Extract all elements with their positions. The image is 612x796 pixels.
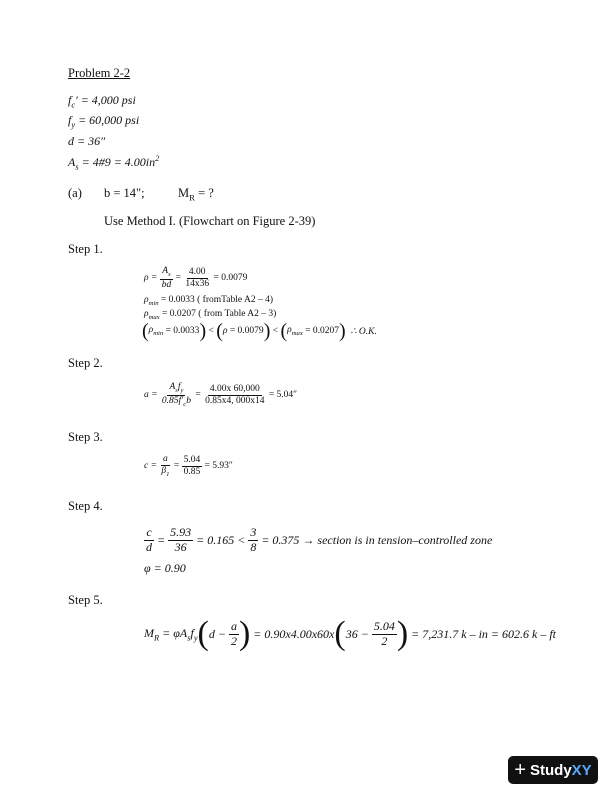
step2-a-equation: a = $\frac{A_sf_y}{0.85f'_cb}$ = $\frac{4.00x 60,000}{0.85x4, 000x14}$ = 5.04″ [144,382,298,408]
step3-c-equation: c = $\frac{a}{\beta_1}$ = $\frac{5.04}{0.85}$ = 5.93″ [144,454,233,478]
step3-label: Step 3. [68,430,103,444]
step4-strain-check: $\frac{c}{d}$ = $\frac{5.93}{36}$ = 0.165 < $\frac{3}{8}$ = 0.375 → section is in tension–controlled zone [146,525,493,554]
step5-label: Step 5. [68,593,103,607]
part-a-mr: $M_R$ = ? [178,186,214,203]
step1-label: Step 1. [68,242,103,256]
given-fy: $f_y = 60,000$ psi [68,113,140,130]
step1-check: ( $\rho_{min}$ = 0.0033 ) < ( ρ = 0.0079 ) < ( $\rho_{max}$ = 0.0207 ) ∴ O.K. [142,320,377,342]
step1-rho-equation: ρ = $\frac{A_s}{bd}$ = $\frac{4.00}{14x36}$ = 0.0079 [144,266,248,290]
given-d: d = 36″ [68,134,106,148]
step1-rho-max: $\rho_{max} = 0.0207$ ( from Table A2 – 3) [144,309,277,321]
step1-rho-min: $\rho_{min} = 0.0033$ ( fromTable A2 – 4) [144,295,273,307]
step4-label: Step 4. [68,499,103,513]
part-a-b: b = 14"; [104,186,145,200]
given-as: $A_s$ = 4#9 = $4.00in^2$ [68,154,160,172]
method-note: Use Method I. (Flowchart on Figure 2-39) [104,214,316,228]
step4-phi: φ = 0.90 [144,561,186,575]
part-a-label: (a) [68,186,82,200]
given-fc: $f_c' = 4,000$ psi [68,93,136,110]
problem-title: Problem 2-2 [68,66,131,80]
step5-moment-equation: $M_R = \varphi A_sf_y$ ( d − $\frac{a}{2}$ ) = 0.90x4.00x60x ( 36 − $\frac{5.04}{2}$ ) = 7,231.7 k – in = 602.6 k – ft [144,615,556,652]
step2-label: Step 2. [68,356,103,370]
studyxy-logo: + Study XY [508,756,598,784]
plus-icon: + [514,758,526,781]
